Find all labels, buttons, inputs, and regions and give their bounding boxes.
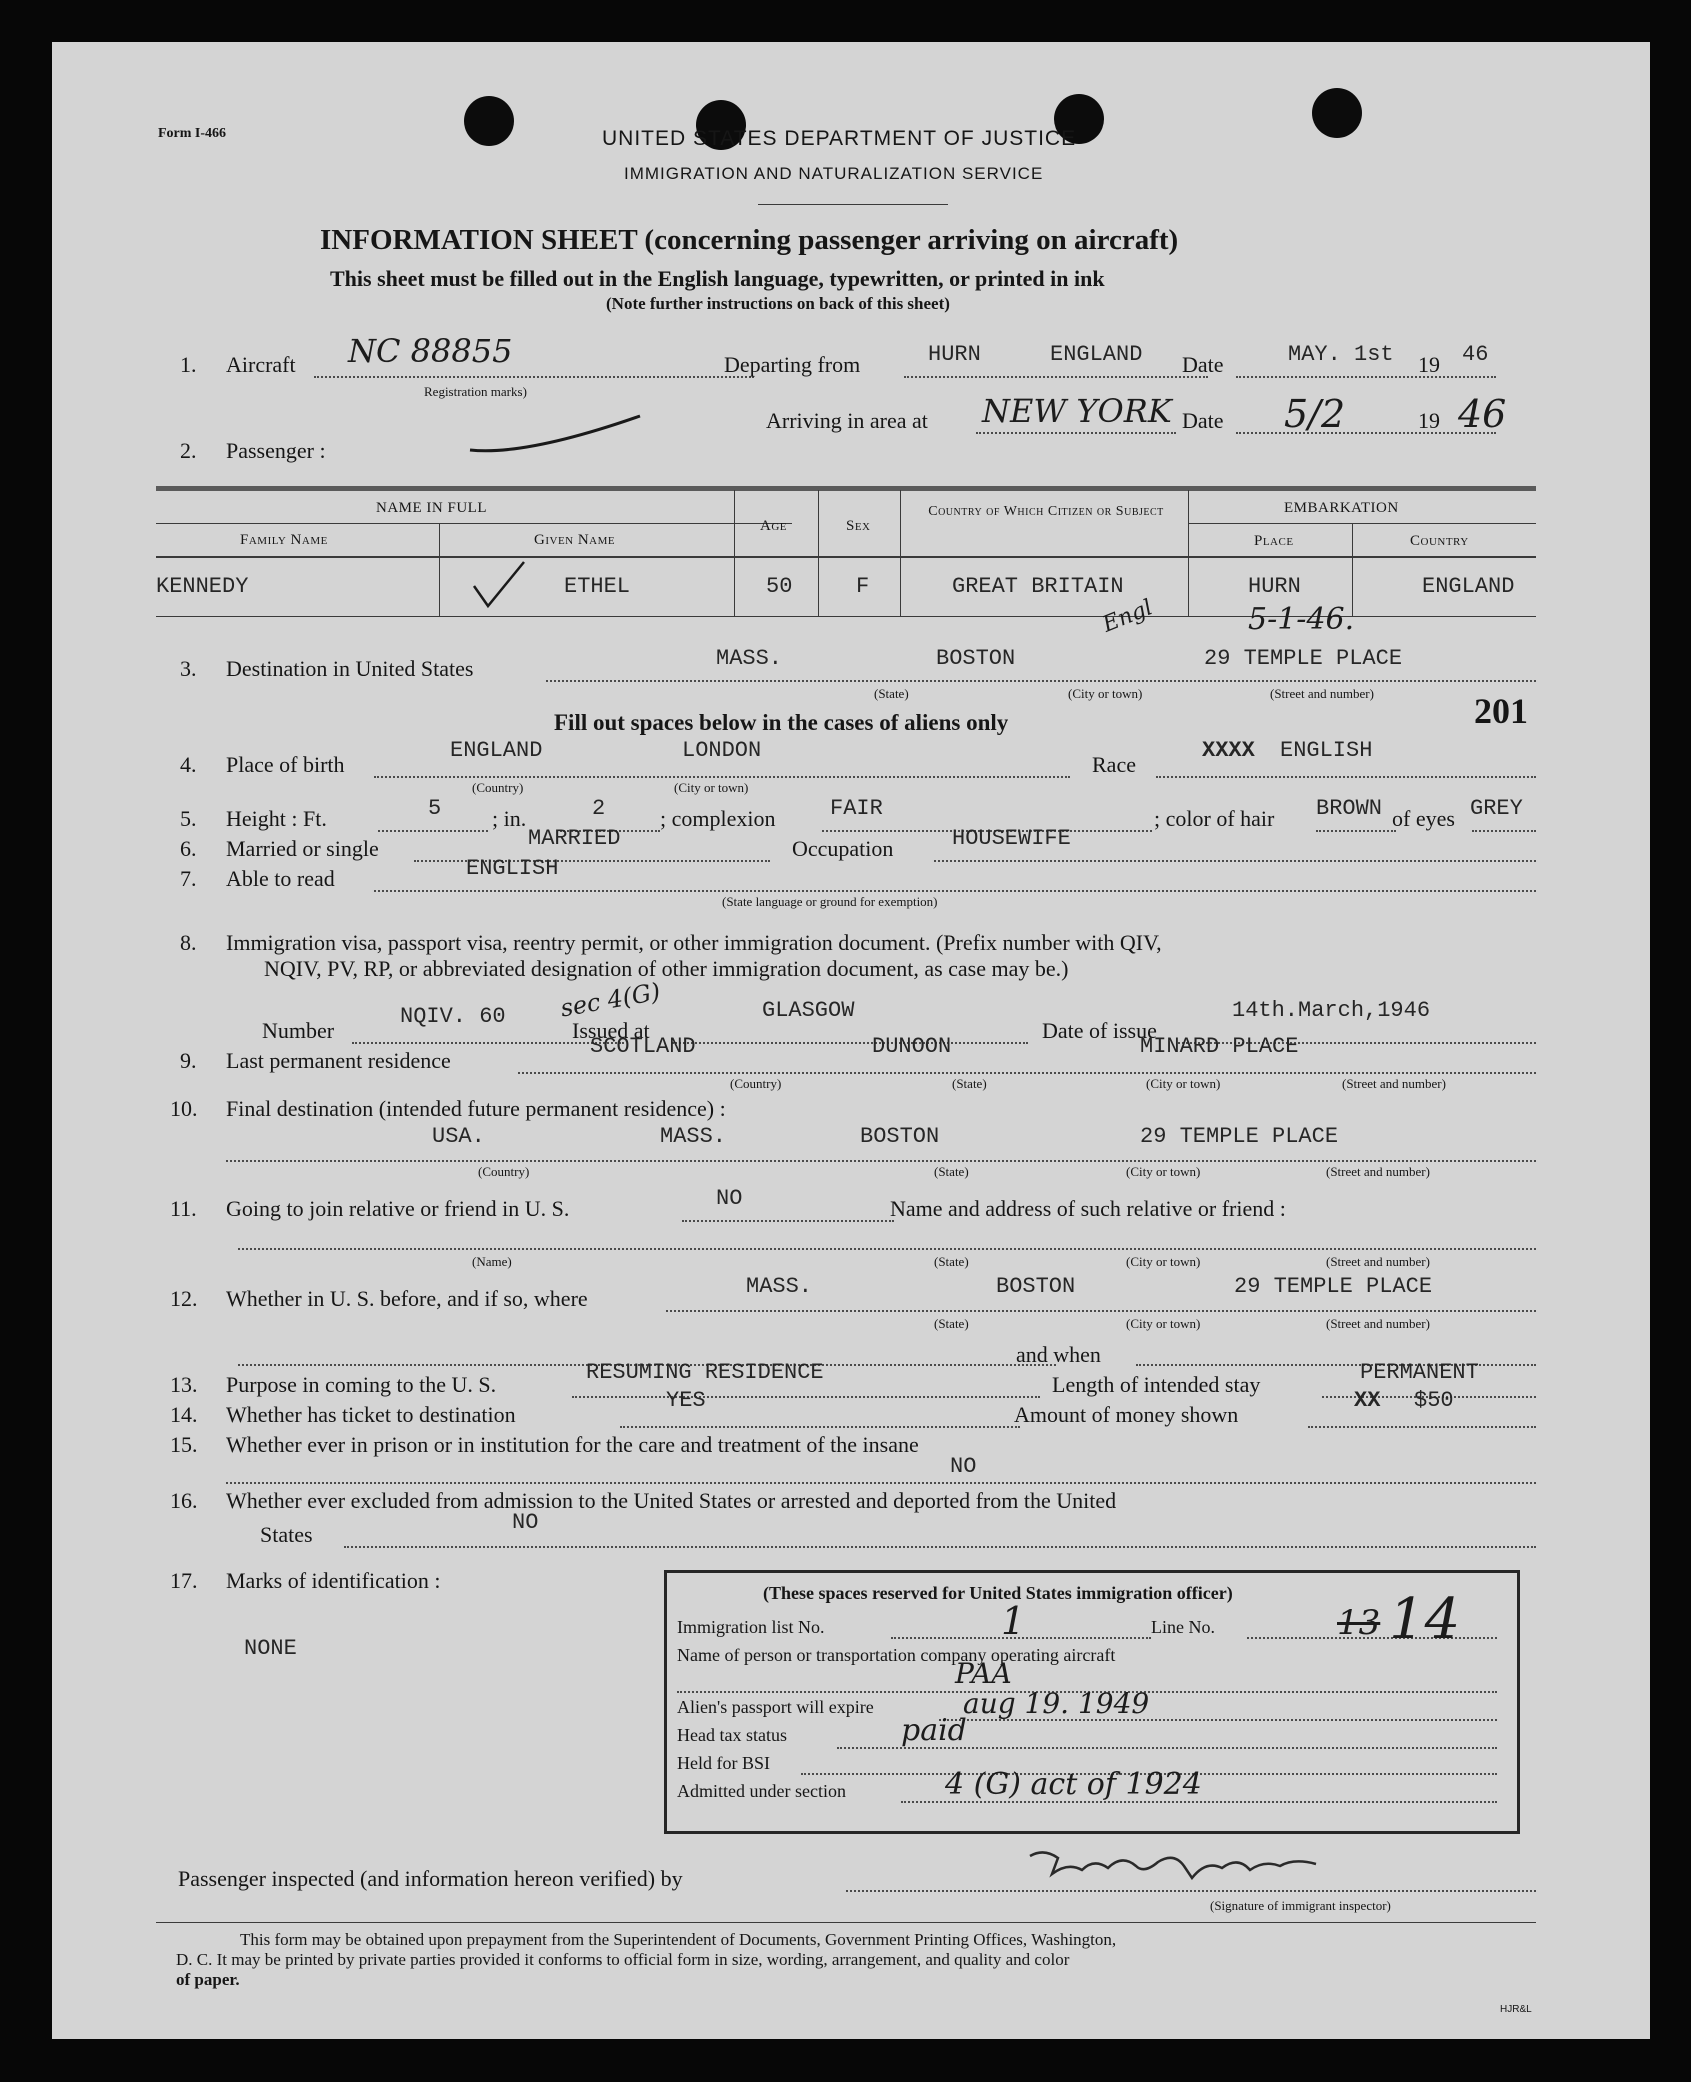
inspector-signature bbox=[1024, 1844, 1324, 1888]
operator-label: Name of person or transportation company operating aircraft bbox=[677, 1645, 1116, 1665]
race-label: Race bbox=[1092, 752, 1136, 777]
previous-state[interactable]: MASS. bbox=[746, 1274, 813, 1299]
punch-hole bbox=[464, 96, 514, 146]
destination-label: Destination in United States bbox=[226, 656, 474, 681]
prison-label: Whether ever in prison or in institution for the care and treatment of the insane bbox=[226, 1432, 919, 1457]
issued-line bbox=[672, 1042, 1028, 1044]
arriving-label: Arriving in area at bbox=[766, 408, 928, 433]
embarkation-header: EMBARKATION bbox=[1284, 500, 1399, 516]
city-caption: (City or town) bbox=[1068, 686, 1143, 701]
ticket-value[interactable]: YES bbox=[666, 1388, 706, 1413]
read-caption: (State language or ground for exemption) bbox=[722, 894, 938, 909]
excluded-label-2: States bbox=[260, 1522, 313, 1547]
city-caption: (City or town) bbox=[674, 780, 749, 795]
sex-header: Sex bbox=[846, 518, 871, 534]
form-title: INFORMATION SHEET (concerning passenger arriving on aircraft) bbox=[320, 224, 1179, 256]
destination-street[interactable]: 29 TEMPLE PLACE bbox=[1204, 646, 1403, 671]
head-tax-value[interactable]: paid bbox=[901, 1713, 967, 1748]
married-value[interactable]: MARRIED bbox=[528, 826, 621, 851]
money-struck-text: XX bbox=[1354, 1388, 1381, 1413]
passenger-label: Passenger : bbox=[226, 438, 326, 463]
excluded-value[interactable]: NO bbox=[512, 1510, 539, 1535]
city-caption: (City or town) bbox=[1146, 1076, 1221, 1091]
marks-label: Marks of identification : bbox=[226, 1568, 441, 1593]
item-number: 10. bbox=[170, 1096, 198, 1121]
ticket-line bbox=[620, 1426, 1020, 1428]
prison-value[interactable]: NO bbox=[950, 1454, 977, 1479]
height-ft-line bbox=[378, 830, 488, 832]
passport-expire-label: Alien's passport will expire bbox=[677, 1697, 874, 1717]
emb-country-header: Country bbox=[1410, 533, 1469, 549]
purpose-label: Purpose in coming to the U. S. bbox=[226, 1372, 497, 1397]
previous-us-label: Whether in U. S. before, and if so, where bbox=[226, 1286, 588, 1311]
item-number: 7. bbox=[180, 866, 197, 891]
aircraft-line bbox=[314, 376, 754, 378]
departing-year[interactable]: 46 bbox=[1462, 342, 1489, 367]
item-number: 1. bbox=[180, 352, 197, 377]
visa-instruction-2: NQIV, PV, RP, or abbreviated designation of other immigration document, as case may be.) bbox=[264, 956, 1069, 981]
age-value[interactable]: 50 bbox=[766, 574, 793, 599]
final-destination-line bbox=[226, 1160, 1536, 1162]
money-label: Amount of money shown bbox=[1014, 1402, 1239, 1427]
aircraft-value[interactable]: NC 88855 bbox=[348, 332, 513, 370]
race-line bbox=[1156, 776, 1536, 778]
birthplace-label: Place of birth bbox=[226, 752, 345, 777]
officer-box-title: (These spaces reserved for United States immigration officer) bbox=[763, 1583, 1233, 1603]
city-caption: (City or town) bbox=[1126, 1316, 1201, 1331]
destination-city[interactable]: BOSTON bbox=[936, 646, 1016, 671]
marks-value[interactable]: NONE bbox=[244, 1636, 297, 1661]
married-label: Married or single bbox=[226, 836, 379, 861]
item-number: 6. bbox=[180, 836, 197, 861]
place-header: Place bbox=[1254, 533, 1294, 549]
issue-date-label: Date of issue bbox=[1042, 1018, 1157, 1043]
item-number: 3. bbox=[180, 656, 197, 681]
stay-value[interactable]: PERMANENT bbox=[1360, 1360, 1479, 1385]
line-no-struck: 13 bbox=[1337, 1603, 1381, 1643]
state-caption: (State) bbox=[934, 1254, 969, 1269]
signature-caption: (Signature of immigrant inspector) bbox=[1210, 1898, 1391, 1913]
money-value[interactable]: $50 bbox=[1414, 1388, 1454, 1413]
state-caption: (State) bbox=[934, 1164, 969, 1179]
header-divider bbox=[758, 204, 948, 205]
footer-text-2: D. C. It may be printed by private parties provided it conforms to official form in size, wording, arrangement, and quality and color bbox=[176, 1950, 1070, 1969]
item-number: 2. bbox=[180, 438, 197, 463]
departing-date[interactable]: MAY. 1st bbox=[1288, 342, 1394, 367]
state-caption: (State) bbox=[934, 1316, 969, 1331]
purpose-line bbox=[572, 1396, 1040, 1398]
hair-label: ; color of hair bbox=[1154, 806, 1275, 831]
city-caption: (City or town) bbox=[1126, 1254, 1201, 1269]
item-number: 16. bbox=[170, 1488, 198, 1513]
visa-number-value[interactable]: NQIV. 60 bbox=[400, 1004, 506, 1029]
final-state[interactable]: MASS. bbox=[660, 1124, 727, 1149]
street-caption: (Street and number) bbox=[1326, 1254, 1430, 1269]
footer-text-3: of paper. bbox=[176, 1970, 240, 1989]
ticket-label: Whether has ticket to destination bbox=[226, 1402, 516, 1427]
residence-street[interactable]: MINARD PLACE bbox=[1140, 1034, 1299, 1059]
table-col-divider bbox=[1188, 490, 1189, 616]
bsi-label: Held for BSI bbox=[677, 1753, 770, 1773]
family-name-value[interactable]: KENNEDY bbox=[156, 574, 249, 599]
family-name-header: Family Name bbox=[240, 532, 328, 548]
item-number: 14. bbox=[170, 1402, 198, 1427]
admitted-label: Admitted under section bbox=[677, 1781, 846, 1801]
state-caption: (State) bbox=[952, 1076, 987, 1091]
item-number: 15. bbox=[170, 1432, 198, 1457]
table-rule bbox=[1188, 523, 1536, 524]
table-header-bottom bbox=[156, 556, 1536, 558]
excluded-label: Whether ever excluded from admission to the United States or arrested and deported from the United bbox=[226, 1488, 1117, 1513]
city-caption: (City or town) bbox=[1126, 1164, 1201, 1179]
form-instruction: This sheet must be filled out in the English language, typewritten, or printed in ink bbox=[330, 266, 1105, 291]
service-heading: IMMIGRATION AND NATURALIZATION SERVICE bbox=[624, 164, 1044, 183]
table-col-divider bbox=[439, 524, 440, 616]
date-line bbox=[1236, 376, 1496, 378]
final-city[interactable]: BOSTON bbox=[860, 1124, 940, 1149]
departing-line bbox=[904, 376, 1208, 378]
form-sheet bbox=[52, 42, 1650, 2039]
form-number: Form I-466 bbox=[158, 126, 227, 141]
signature-line bbox=[846, 1890, 1536, 1892]
race-value[interactable]: ENGLISH bbox=[1280, 738, 1373, 763]
arriving-value[interactable]: NEW YORK bbox=[982, 392, 1172, 430]
residence-line bbox=[518, 1072, 1536, 1074]
table-top-border bbox=[156, 486, 1536, 491]
country-caption: (Country) bbox=[730, 1076, 782, 1091]
form-note: (Note further instructions on back of this sheet) bbox=[606, 294, 950, 313]
destination-state[interactable]: MASS. bbox=[716, 646, 783, 671]
street-caption: (Street and number) bbox=[1326, 1164, 1430, 1179]
aircraft-label: Aircraft bbox=[226, 352, 296, 377]
country-caption: (Country) bbox=[472, 780, 524, 795]
given-name-value[interactable]: ETHEL bbox=[564, 574, 631, 599]
state-caption: (State) bbox=[874, 686, 909, 701]
occupation-label: Occupation bbox=[792, 836, 894, 861]
eyes-value[interactable]: GREY bbox=[1470, 796, 1523, 821]
read-value[interactable]: ENGLISH bbox=[466, 856, 559, 881]
citizen-handwritten-note: Engl bbox=[1099, 595, 1157, 638]
race-struck-text: XXXX bbox=[1202, 738, 1255, 763]
passport-expire-value[interactable]: aug 19. 1949 bbox=[963, 1687, 1150, 1720]
residence-country[interactable]: SCOTLAND bbox=[590, 1034, 696, 1059]
arrival-date-label: Date bbox=[1182, 408, 1224, 433]
admitted-value[interactable]: 4 (G) act of 1924 bbox=[945, 1767, 1202, 1802]
previous-us-line bbox=[666, 1310, 1536, 1312]
visa-handwritten-note: sec 4(G) bbox=[558, 977, 663, 1023]
departing-label: Departing from bbox=[724, 352, 861, 377]
arrival-year[interactable]: 46 bbox=[1458, 392, 1507, 436]
eyes-label: of eyes bbox=[1392, 806, 1455, 831]
issued-value[interactable]: GLASGOW bbox=[762, 998, 855, 1023]
residence-city[interactable]: DUNOON bbox=[872, 1034, 952, 1059]
item-number: 12. bbox=[170, 1286, 198, 1311]
inspection-label: Passenger inspected (and information hereon verified) by bbox=[178, 1866, 683, 1891]
complexion-value[interactable]: FAIR bbox=[830, 796, 883, 821]
issue-date-value[interactable]: 14th.March,1946 bbox=[1232, 998, 1431, 1023]
hair-value[interactable]: BROWN bbox=[1316, 796, 1383, 821]
item-number: 17. bbox=[170, 1568, 198, 1593]
item-number: 5. bbox=[180, 806, 197, 831]
occupation-value[interactable]: HOUSEWIFE bbox=[952, 826, 1071, 851]
eyes-line bbox=[1472, 830, 1536, 832]
complexion-label: ; complexion bbox=[660, 806, 776, 831]
join-relative-label: Going to join relative or friend in U. S. bbox=[226, 1196, 570, 1221]
aliens-heading: Fill out spaces below in the cases of aliens only bbox=[554, 710, 1009, 735]
join-relative-value[interactable]: NO bbox=[716, 1186, 743, 1211]
item-number: 8. bbox=[180, 930, 197, 955]
departing-city[interactable]: HURN bbox=[928, 342, 981, 367]
printer-mark: HJR&L bbox=[1500, 2004, 1532, 2015]
previous-city[interactable]: BOSTON bbox=[996, 1274, 1076, 1299]
final-street[interactable]: 29 TEMPLE PLACE bbox=[1140, 1124, 1339, 1149]
citizen-value[interactable]: GREAT BRITAIN bbox=[952, 574, 1124, 599]
table-col-divider bbox=[734, 490, 735, 616]
previous-street[interactable]: 29 TEMPLE PLACE bbox=[1234, 1274, 1433, 1299]
list-no-label: Immigration list No. bbox=[677, 1617, 825, 1637]
issued-label: Issued at bbox=[572, 1018, 650, 1043]
excluded-line bbox=[344, 1546, 1536, 1548]
final-destination-label: Final destination (intended future permanent residence) : bbox=[226, 1096, 726, 1121]
department-heading: UNITED STATES DEPARTMENT OF JUSTICE bbox=[602, 127, 1077, 150]
item-number: 11. bbox=[170, 1196, 197, 1221]
final-country[interactable]: USA. bbox=[432, 1124, 485, 1149]
table-col-divider bbox=[818, 490, 819, 616]
checkmark-icon bbox=[470, 560, 530, 610]
line-no-label: Line No. bbox=[1151, 1617, 1215, 1637]
arrival-date[interactable]: 5/2 bbox=[1284, 392, 1346, 436]
head-tax-label: Head tax status bbox=[677, 1725, 787, 1745]
destination-line bbox=[546, 680, 1536, 682]
place-date-note: 5-1-46. bbox=[1248, 602, 1355, 637]
birth-country[interactable]: ENGLAND bbox=[450, 738, 543, 763]
stamp-number: 201 bbox=[1474, 691, 1528, 731]
occupation-line bbox=[934, 860, 1536, 862]
arrival-date-line bbox=[1236, 432, 1496, 434]
money-line bbox=[1308, 1426, 1536, 1428]
name-caption: (Name) bbox=[472, 1254, 512, 1269]
aircraft-caption: Registration marks) bbox=[424, 384, 527, 399]
country-header: Country of Which Citizen or Subject bbox=[928, 504, 1164, 519]
height-in-value[interactable]: 2 bbox=[592, 796, 606, 821]
stay-label: Length of intended stay bbox=[1052, 1372, 1261, 1397]
street-caption: (Street and number) bbox=[1326, 1316, 1430, 1331]
sex-value[interactable]: F bbox=[856, 574, 870, 599]
residence-label: Last permanent residence bbox=[226, 1048, 451, 1073]
prison-line bbox=[226, 1482, 1536, 1484]
purpose-value[interactable]: RESUMING RESIDENCE bbox=[586, 1360, 824, 1385]
table-rule bbox=[156, 523, 792, 524]
country-caption: (Country) bbox=[478, 1164, 530, 1179]
visa-number-label: Number bbox=[262, 1018, 335, 1043]
birth-city[interactable]: LONDON bbox=[682, 738, 762, 763]
officer-section bbox=[664, 1570, 1520, 1834]
arriving-line bbox=[976, 432, 1176, 434]
item-number: 9. bbox=[180, 1048, 197, 1073]
and-when-label: and when bbox=[1016, 1342, 1101, 1367]
hair-line bbox=[1316, 830, 1396, 832]
country-value[interactable]: ENGLAND bbox=[1422, 574, 1515, 599]
birthplace-line bbox=[374, 776, 1070, 778]
arrival-year-prefix: 19 bbox=[1418, 408, 1440, 433]
operator-value[interactable]: PAA bbox=[955, 1657, 1012, 1690]
place-value[interactable]: HURN bbox=[1248, 574, 1301, 599]
item-number: 4. bbox=[180, 752, 197, 777]
height-label: Height : Ft. bbox=[226, 806, 327, 831]
year-prefix: 19 bbox=[1418, 352, 1440, 377]
street-caption: (Street and number) bbox=[1342, 1076, 1446, 1091]
punch-hole bbox=[1312, 88, 1362, 138]
list-no-value[interactable]: 1 bbox=[1001, 1599, 1026, 1643]
relative-name-label: Name and address of such relative or friend : bbox=[890, 1196, 1286, 1221]
name-in-full-header: NAME IN FULL bbox=[376, 500, 487, 516]
relative-address-line bbox=[238, 1248, 1536, 1250]
passenger-checkmark-icon bbox=[466, 410, 646, 460]
age-header: Age bbox=[760, 518, 787, 534]
line-no-value[interactable]: 14 bbox=[1389, 1587, 1461, 1652]
read-line bbox=[374, 890, 1536, 892]
visa-instruction-1: Immigration visa, passport visa, reentry permit, or other immigration document. (Prefix number with QIV, bbox=[226, 930, 1162, 955]
join-relative-line bbox=[682, 1220, 894, 1222]
given-name-header: Given Name bbox=[534, 532, 616, 548]
height-ft-value[interactable]: 5 bbox=[428, 796, 442, 821]
date-label: Date bbox=[1182, 352, 1224, 377]
table-col-divider bbox=[900, 490, 901, 616]
read-label: Able to read bbox=[226, 866, 335, 891]
street-caption: (Street and number) bbox=[1270, 686, 1374, 701]
footer-divider bbox=[156, 1922, 1536, 1923]
footer-text-1: This form may be obtained upon prepayment from the Superintendent of Documents, Government Printing Offices, Washington, bbox=[240, 1930, 1117, 1949]
item-number: 13. bbox=[170, 1372, 198, 1397]
departing-country[interactable]: ENGLAND bbox=[1050, 342, 1143, 367]
height-in-label: ; in. bbox=[492, 806, 527, 831]
